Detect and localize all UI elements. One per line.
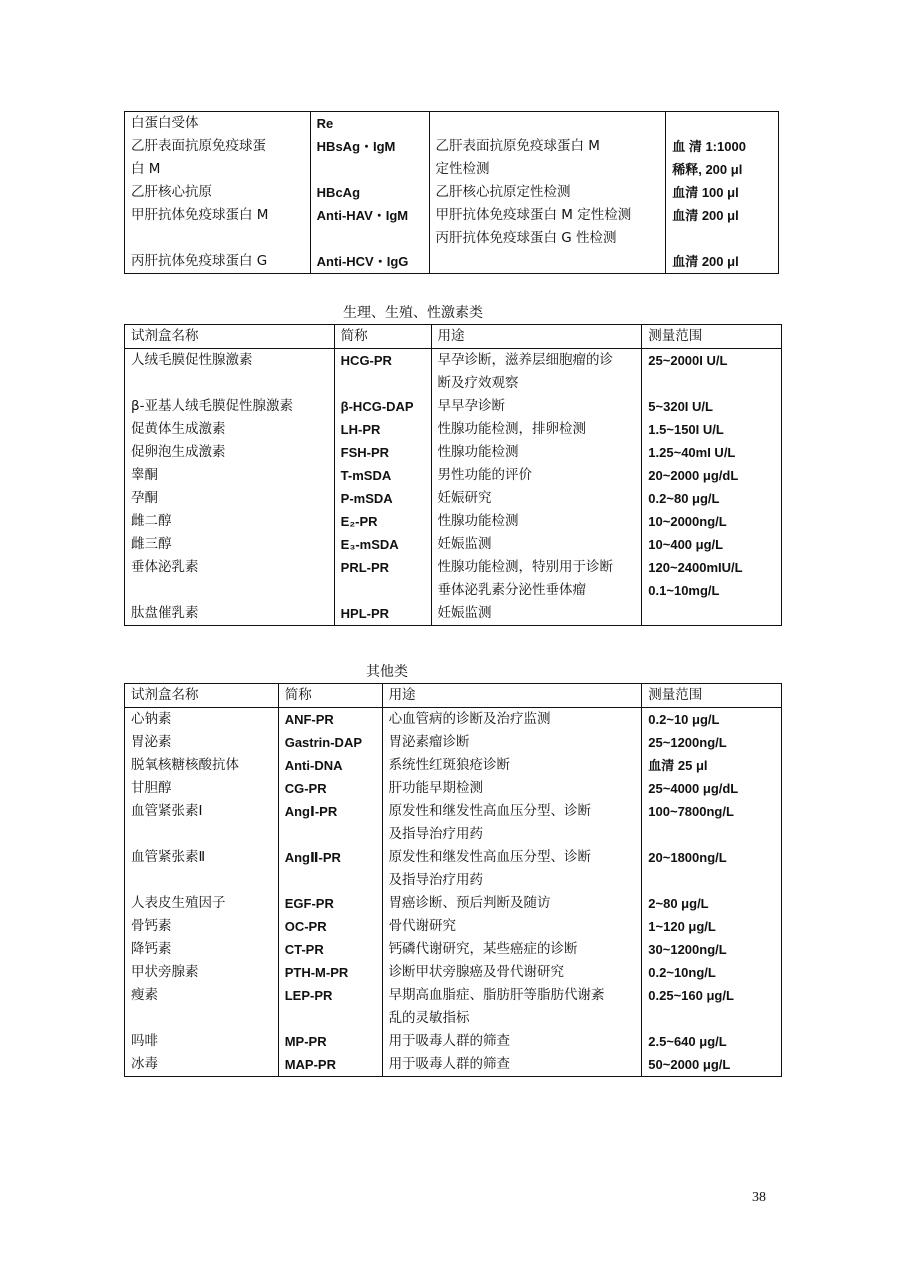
cell-line: 1.25~40mI U/L (648, 445, 736, 460)
cell-line: 稀释, 200 μl (672, 162, 743, 177)
cell-line: 垂体泌乳素 (131, 559, 199, 575)
cell-line: 及指导治疗用药 (388, 826, 484, 842)
cell-use (431, 349, 642, 396)
cell-line: E₂-PR (340, 514, 378, 529)
cell-line: 胃泌素瘤诊断 (388, 734, 470, 750)
table-header-row (125, 684, 782, 708)
cell-use (429, 112, 666, 136)
cell-line: 30~1200ng/L (648, 942, 727, 957)
cell-line: 血清 25 μl (648, 758, 708, 773)
cell-use (431, 510, 642, 533)
cell-range (642, 487, 782, 510)
cell-range (642, 464, 782, 487)
cell-line: 冰毒 (131, 1056, 158, 1072)
cell-name (125, 135, 311, 181)
table-row (125, 846, 782, 892)
table-body (125, 349, 782, 626)
cell-use (431, 533, 642, 556)
cell-line: 早孕诊断，滋养层细胞瘤的诊 (437, 352, 614, 368)
cell-use (431, 441, 642, 464)
table-row (125, 250, 779, 274)
header-name: 试剂盒名称 (125, 325, 335, 349)
cell-line: 血管紧张素Ⅱ (131, 849, 206, 865)
cell-abbr (334, 441, 431, 464)
cell-line: HCG-PR (340, 353, 392, 368)
cell-line: 钙磷代谢研究，某些癌症的诊断 (388, 941, 578, 957)
cell-line: β-亚基人绒毛膜促性腺激素 (131, 398, 293, 414)
cell-range (642, 938, 782, 961)
cell-line: 人绒毛膜促性腺激素 (131, 352, 253, 368)
cell-abbr (278, 800, 382, 846)
cell-range (642, 708, 782, 732)
cell-abbr (278, 754, 382, 777)
cell-range (642, 961, 782, 984)
header-name: 试剂盒名称 (125, 684, 279, 708)
table-row (125, 349, 782, 396)
cell-abbr (310, 112, 429, 136)
table-row (125, 754, 782, 777)
cell-line: 胃泌素 (131, 734, 172, 750)
cell-line: 丙肝抗体免疫球蛋白 G 性检测 (435, 230, 617, 246)
cell-line: 定性检测 (435, 161, 490, 177)
cell-name (125, 915, 279, 938)
cell-line: 用于吸毒人群的筛查 (388, 1033, 511, 1049)
table-row (125, 441, 782, 464)
cell-use (382, 938, 642, 961)
cell-use (382, 1030, 642, 1053)
table-row (125, 892, 782, 915)
table-row (125, 1053, 782, 1077)
cell-line: Anti-DNA (284, 758, 343, 773)
cell-use (382, 915, 642, 938)
cell-name (125, 556, 335, 602)
cell-line: T-mSDA (340, 468, 392, 483)
cell-range (642, 1053, 782, 1077)
cell-name (125, 1053, 279, 1077)
cell-line: 1~120 μg/L (648, 919, 716, 934)
cell-name (125, 892, 279, 915)
cell-line: 垂体泌乳素分泌性垂体瘤 (437, 582, 587, 598)
cell-line (436, 112, 666, 135)
cell-line: 心钠素 (131, 711, 172, 727)
header-abbr: 简称 (334, 325, 431, 349)
cell-name (125, 487, 335, 510)
cell-line: 性腺功能检测 (437, 513, 519, 529)
cell-line: 胃癌诊断、预后判断及随访 (388, 895, 551, 911)
cell-line: 甘胆醇 (131, 780, 172, 796)
cell-line: 性腺功能检测 (437, 444, 519, 460)
cell-use (429, 250, 666, 274)
cell-abbr (278, 938, 382, 961)
cell-line: 脱氧核糖核酸抗体 (131, 757, 239, 773)
cell-name (125, 731, 279, 754)
cell-use (431, 602, 642, 626)
cell-line: 25~4000 μg/dL (648, 781, 739, 796)
cell-name (125, 777, 279, 800)
cell-line: 原发性和继发性高血压分型、诊断 (388, 849, 592, 865)
cell-range (666, 204, 779, 250)
cell-name (125, 349, 335, 396)
table-row (125, 708, 782, 732)
cell-range (666, 181, 779, 204)
cell-name (125, 250, 311, 274)
table-body (125, 708, 782, 1077)
cell-range (642, 510, 782, 533)
cell-line: 孕酮 (131, 490, 158, 506)
cell-line: 促黄体生成激素 (131, 421, 226, 437)
cell-range (642, 731, 782, 754)
cell-line: 白蛋白受体 (131, 115, 199, 131)
cell-line: 120~2400mIU/L (648, 560, 743, 575)
table-row (125, 112, 779, 136)
cell-line: Anti-HCV・IgG (316, 254, 409, 269)
cell-line: Gastrin-DAP (284, 735, 363, 750)
cell-line: 10~400 μg/L (648, 537, 724, 552)
cell-line: 0.2~10 μg/L (648, 712, 720, 727)
cell-use (382, 984, 642, 1030)
cell-line: HPL-PR (340, 606, 390, 621)
cell-line: 100~7800ng/L (648, 804, 734, 819)
cell-abbr (334, 418, 431, 441)
page-number: 38 (752, 1190, 766, 1205)
cell-abbr (278, 1030, 382, 1053)
cell-line: 妊娠研究 (437, 490, 492, 506)
cell-line: 血清 100 μl (672, 185, 739, 200)
cell-line: 骨钙素 (131, 918, 172, 934)
cell-use (431, 395, 642, 418)
cell-name (125, 984, 279, 1030)
cell-line: AngⅠ-PR (284, 804, 338, 819)
cell-use (382, 961, 642, 984)
table-row (125, 181, 779, 204)
cell-line: 性腺功能检测，排卵检测 (437, 421, 587, 437)
cell-line: 20~1800ng/L (648, 850, 727, 865)
cell-line: AngⅡ-PR (284, 850, 341, 865)
cell-range (642, 754, 782, 777)
cell-range (642, 602, 782, 626)
table-row (125, 556, 782, 602)
cell-line: 肽盘催乳素 (131, 605, 199, 621)
cell-name (125, 204, 311, 250)
header-range: 测量范围 (642, 684, 782, 708)
table-row (125, 487, 782, 510)
cell-name (125, 533, 335, 556)
table-body (125, 112, 779, 274)
cell-abbr (278, 1053, 382, 1077)
cell-line: 睾酮 (131, 467, 158, 483)
table-row (125, 418, 782, 441)
cell-line (672, 112, 778, 135)
cell-abbr (278, 915, 382, 938)
cell-line: 乙肝表面抗原免疫球蛋 (131, 138, 266, 154)
cell-name (125, 961, 279, 984)
header-use: 用途 (431, 325, 642, 349)
cell-abbr (334, 556, 431, 602)
cell-name (125, 395, 335, 418)
cell-line: 血管紧张素Ⅰ (131, 803, 203, 819)
cell-range (642, 533, 782, 556)
cell-name (125, 938, 279, 961)
cell-line: 血清 200 μl (672, 254, 739, 269)
cell-abbr (278, 708, 382, 732)
cell-use (429, 181, 666, 204)
section-title-hormones: 生理、生殖、性激素类 (343, 305, 483, 321)
cell-line: 2~80 μg/L (648, 896, 709, 911)
cell-line: 乙肝核心抗原定性检测 (435, 184, 571, 200)
cell-abbr (310, 135, 429, 181)
cell-name (125, 510, 335, 533)
table-row (125, 395, 782, 418)
cell-line: ANF-PR (284, 712, 334, 727)
cell-use (431, 418, 642, 441)
section-title-other: 其他类 (366, 664, 408, 680)
cell-line: 肝功能早期检测 (388, 780, 484, 796)
cell-range (642, 915, 782, 938)
header-abbr: 简称 (278, 684, 382, 708)
cell-line: Re (316, 116, 334, 131)
other-table (124, 683, 782, 1077)
cell-use (382, 1053, 642, 1077)
cell-abbr (278, 984, 382, 1030)
cell-use (431, 487, 642, 510)
cell-line: 心血管病的诊断及治疗监测 (388, 711, 551, 727)
cell-line: 妊娠监测 (437, 536, 492, 552)
cell-use (382, 846, 642, 892)
cell-range (642, 556, 782, 602)
cell-use (429, 135, 666, 181)
table-row (125, 777, 782, 800)
cell-line: 早期高血脂症、脂肪肝等脂肪代谢紊 (388, 987, 605, 1003)
cell-name (125, 181, 311, 204)
table-row (125, 984, 782, 1030)
hepatitis-table (124, 111, 779, 274)
cell-line: EGF-PR (284, 896, 334, 911)
cell-line: 早早孕诊断 (437, 398, 506, 414)
cell-line: 血清 200 μl (672, 208, 739, 223)
cell-line: MP-PR (284, 1034, 327, 1049)
cell-line: 50~2000 μg/L (648, 1057, 731, 1072)
cell-line: 性腺功能检测，特别用于诊断 (437, 559, 614, 575)
cell-range (666, 112, 779, 136)
header-use: 用途 (382, 684, 642, 708)
hormones-table (124, 324, 782, 626)
cell-range (642, 892, 782, 915)
cell-use (382, 777, 642, 800)
table-header-row (125, 325, 782, 349)
cell-line: LEP-PR (284, 988, 333, 1003)
cell-name (125, 418, 335, 441)
cell-abbr (334, 510, 431, 533)
cell-abbr (334, 395, 431, 418)
cell-line: 骨代谢研究 (388, 918, 457, 934)
cell-line: P-mSDA (340, 491, 393, 506)
cell-line: PRL-PR (340, 560, 390, 575)
cell-abbr (334, 487, 431, 510)
table-row (125, 602, 782, 626)
cell-line: OC-PR (284, 919, 327, 934)
cell-line: 降钙素 (131, 941, 172, 957)
cell-line: 雌二醇 (131, 513, 172, 529)
header-range: 测量范围 (642, 325, 782, 349)
cell-line: 5~320I U/L (648, 399, 713, 414)
cell-use (382, 754, 642, 777)
cell-line: 0.2~80 μg/L (648, 491, 720, 506)
cell-abbr (278, 846, 382, 892)
cell-line: CT-PR (284, 942, 324, 957)
cell-line: 甲肝抗体免疫球蛋白 M (131, 207, 269, 223)
cell-name (125, 441, 335, 464)
cell-line: HBcAg (316, 185, 361, 200)
table-row (125, 510, 782, 533)
cell-line: 妊娠监测 (437, 605, 492, 621)
cell-range (642, 418, 782, 441)
cell-abbr (278, 961, 382, 984)
cell-line: 断及疗效观察 (437, 375, 519, 391)
cell-line: 25~2000I U/L (648, 353, 728, 368)
cell-abbr (334, 533, 431, 556)
cell-range (666, 250, 779, 274)
cell-line: 20~2000 μg/dL (648, 468, 739, 483)
cell-line: β-HCG-DAP (340, 399, 414, 414)
cell-abbr (310, 250, 429, 274)
cell-range (642, 777, 782, 800)
cell-abbr (278, 777, 382, 800)
cell-use (429, 204, 666, 250)
cell-line: MAP-PR (284, 1057, 336, 1072)
cell-range (642, 395, 782, 418)
cell-line: 甲状旁腺素 (131, 964, 199, 980)
table-row (125, 915, 782, 938)
cell-name (125, 1030, 279, 1053)
cell-line: 乱的灵敏指标 (388, 1010, 470, 1026)
cell-line: Anti-HAV・IgM (316, 208, 409, 223)
cell-name (125, 708, 279, 732)
cell-line: LH-PR (340, 422, 381, 437)
cell-name (125, 464, 335, 487)
cell-line: 诊断甲状旁腺癌及骨代谢研究 (388, 964, 565, 980)
cell-use (382, 708, 642, 732)
cell-name (125, 846, 279, 892)
cell-range (642, 441, 782, 464)
cell-range (642, 984, 782, 1030)
table-row (125, 464, 782, 487)
cell-line: 用于吸毒人群的筛查 (388, 1056, 511, 1072)
cell-name (125, 800, 279, 846)
table-row (125, 1030, 782, 1053)
cell-line: E₃-mSDA (340, 537, 399, 552)
cell-abbr (310, 204, 429, 250)
table-row (125, 961, 782, 984)
cell-line: 吗啡 (131, 1033, 158, 1049)
cell-line (648, 602, 781, 625)
cell-use (382, 892, 642, 915)
cell-abbr (334, 349, 431, 396)
cell-line: 原发性和继发性高血压分型、诊断 (388, 803, 592, 819)
cell-line: 0.25~160 μg/L (648, 988, 734, 1003)
cell-line: 甲肝抗体免疫球蛋白 M 定性检测 (435, 207, 632, 223)
cell-line: 系统性红斑狼疮诊断 (388, 757, 511, 773)
cell-name (125, 602, 335, 626)
table-row (125, 731, 782, 754)
cell-abbr (334, 464, 431, 487)
cell-line: HBsAg・IgM (316, 139, 396, 154)
cell-line: 10~2000ng/L (648, 514, 727, 529)
cell-line: 人表皮生殖因子 (131, 895, 226, 911)
cell-line: 瘦素 (131, 987, 158, 1003)
cell-line: 丙肝抗体免疫球蛋白 G (131, 253, 268, 269)
cell-use (431, 464, 642, 487)
cell-line: 乙肝核心抗原 (131, 184, 212, 200)
table-row (125, 800, 782, 846)
cell-use (382, 731, 642, 754)
cell-line: PTH-M-PR (284, 965, 349, 980)
table-row (125, 135, 779, 181)
cell-line: 2.5~640 μg/L (648, 1034, 727, 1049)
cell-line: 0.1~10mg/L (648, 583, 720, 598)
cell-name (125, 112, 311, 136)
cell-line: 男性功能的评价 (437, 467, 533, 483)
table-row (125, 533, 782, 556)
cell-line: 及指导治疗用药 (388, 872, 484, 888)
cell-range (642, 800, 782, 846)
cell-line: 乙肝表面抗原免疫球蛋白 M (435, 138, 600, 154)
cell-line: FSH-PR (340, 445, 390, 460)
cell-line: 血 清 1:1000 (672, 139, 746, 154)
cell-abbr (278, 892, 382, 915)
cell-abbr (334, 602, 431, 626)
cell-range (666, 135, 779, 181)
cell-line: 1.5~150I U/L (648, 422, 724, 437)
cell-line: 雌三醇 (131, 536, 172, 552)
cell-line: 0.2~10ng/L (648, 965, 716, 980)
cell-abbr (278, 731, 382, 754)
cell-use (382, 800, 642, 846)
cell-range (642, 1030, 782, 1053)
cell-range (642, 349, 782, 396)
cell-abbr (310, 181, 429, 204)
cell-line (436, 250, 666, 273)
cell-line: CG-PR (284, 781, 327, 796)
table-row (125, 938, 782, 961)
cell-use (431, 556, 642, 602)
cell-line: 25~1200ng/L (648, 735, 727, 750)
table-row (125, 204, 779, 250)
cell-line: 促卵泡生成激素 (131, 444, 226, 460)
cell-name (125, 754, 279, 777)
cell-range (642, 846, 782, 892)
cell-line: 白 M (131, 161, 161, 177)
